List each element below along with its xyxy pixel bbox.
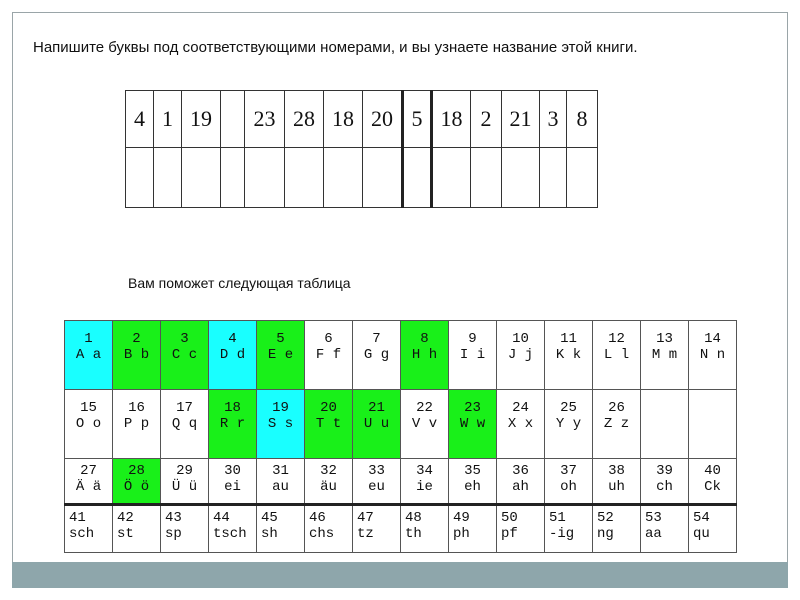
alphabet-cell-number: 1: [84, 331, 93, 347]
alphabet-cell-letters: äu: [320, 479, 337, 495]
alphabet-cell-letters: uh: [608, 479, 625, 495]
alphabet-cell-number: 18: [224, 400, 241, 416]
alphabet-cell: [65, 390, 113, 459]
alphabet-cell-letters: M m: [651, 347, 678, 363]
alphabet-cell-number: 48: [405, 510, 422, 526]
alphabet-cell-letters: Ü ü: [171, 479, 198, 495]
alphabet-cell-letters: G g: [363, 347, 390, 363]
alphabet-cell: [161, 505, 209, 553]
alphabet-cell-letters: au: [272, 479, 289, 495]
alphabet-cell-letters: W w: [459, 416, 486, 432]
alphabet-cell-number: 45: [261, 510, 278, 526]
alphabet-cell-letters: H h: [411, 347, 438, 363]
alphabet-cell-number: 4: [228, 331, 237, 347]
alphabet-cell-number: 54: [693, 510, 710, 526]
puzzle-number-cell: 3: [540, 91, 567, 148]
alphabet-cell: [545, 321, 593, 390]
alphabet-cell-letters: Y y: [555, 416, 582, 432]
alphabet-cell: [449, 390, 497, 459]
alphabet-cell: [593, 321, 641, 390]
alphabet-cell-number: 53: [645, 510, 662, 526]
alphabet-cell-letters: P p: [123, 416, 150, 432]
alphabet-row: [65, 390, 737, 459]
alphabet-cell-number: 43: [165, 510, 182, 526]
puzzle-answer-cell[interactable]: [221, 148, 245, 208]
alphabet-cell: [113, 321, 161, 390]
alphabet-cell: [305, 321, 353, 390]
puzzle-answer-cell[interactable]: [182, 148, 221, 208]
alphabet-cell-letters: V v: [411, 416, 438, 432]
alphabet-cell-number: 17: [176, 400, 193, 416]
alphabet-cell-letters: sh: [261, 526, 278, 542]
helper-text: Вам поможет следующая таблица: [128, 275, 351, 291]
alphabet-cell-letters: A a: [75, 347, 102, 363]
alphabet-cell: [65, 321, 113, 390]
alphabet-cell-number: 24: [512, 400, 529, 416]
alphabet-cell: [161, 390, 209, 459]
alphabet-cell-number: 30: [224, 463, 241, 479]
alphabet-cell-letters: X x: [507, 416, 534, 432]
puzzle-number-cell: [221, 91, 245, 148]
alphabet-cell-number: 9: [468, 331, 477, 347]
puzzle-number-row: [126, 91, 598, 148]
footer-bar: [12, 562, 788, 588]
alphabet-cell-number: 33: [368, 463, 385, 479]
alphabet-cell-letters: S s: [267, 416, 294, 432]
puzzle-answer-cell[interactable]: [567, 148, 598, 208]
alphabet-cell: [257, 505, 305, 553]
alphabet-cell: [257, 459, 305, 505]
alphabet-cell-letters: E e: [267, 347, 294, 363]
alphabet-cell-number: 16: [128, 400, 145, 416]
alphabet-cell-number: 27: [80, 463, 97, 479]
alphabet-cell: [689, 390, 737, 459]
alphabet-cell: [209, 321, 257, 390]
alphabet-cell: [401, 390, 449, 459]
alphabet-cell-number: 38: [608, 463, 625, 479]
alphabet-cell-number: 52: [597, 510, 614, 526]
alphabet-cell-letters: tsch: [213, 526, 247, 542]
alphabet-cell: [257, 390, 305, 459]
alphabet-cell: [449, 321, 497, 390]
alphabet-cell: [593, 459, 641, 505]
alphabet-cell-number: 6: [324, 331, 333, 347]
alphabet-table: [64, 320, 737, 553]
alphabet-cell-number: [641, 390, 688, 400]
alphabet-cell-number: 20: [320, 400, 337, 416]
alphabet-cell-letters: F f: [315, 347, 342, 363]
alphabet-cell-number: 2: [132, 331, 141, 347]
alphabet-cell: [689, 459, 737, 505]
alphabet-cell: [641, 390, 689, 459]
puzzle-number-cell: 8: [567, 91, 598, 148]
alphabet-cell-letters: C c: [171, 347, 198, 363]
alphabet-cell: [545, 459, 593, 505]
alphabet-cell-number: 21: [368, 400, 385, 416]
alphabet-cell-number: 35: [464, 463, 481, 479]
instruction-text: Напишите буквы под соответствующими номерами, и вы узнаете название этой книги.: [33, 39, 638, 56]
alphabet-cell-letters: O o: [75, 416, 102, 432]
alphabet-cell-letters: pf: [501, 526, 518, 542]
alphabet-cell-letters: oh: [560, 479, 577, 495]
alphabet-cell-number: 40: [704, 463, 721, 479]
alphabet-cell-letters: ng: [597, 526, 614, 542]
alphabet-cell-number: 19: [272, 400, 289, 416]
alphabet-cell-number: 13: [656, 331, 673, 347]
alphabet-cell-number: 42: [117, 510, 134, 526]
alphabet-cell-number: 5: [276, 331, 285, 347]
alphabet-cell-number: 23: [464, 400, 481, 416]
alphabet-cell-number: 28: [128, 463, 145, 479]
alphabet-row: [65, 459, 737, 505]
puzzle-number-cell: 21: [502, 91, 540, 148]
puzzle-answer-cell[interactable]: [540, 148, 567, 208]
alphabet-cell: [689, 321, 737, 390]
alphabet-cell: [353, 390, 401, 459]
alphabet-cell-number: 8: [420, 331, 429, 347]
alphabet-cell-number: 12: [608, 331, 625, 347]
alphabet-cell: [401, 459, 449, 505]
alphabet-cell: [401, 505, 449, 553]
alphabet-cell-number: 41: [69, 510, 86, 526]
alphabet-cell: [353, 505, 401, 553]
alphabet-cell-letters: chs: [309, 526, 335, 542]
alphabet-cell: [209, 390, 257, 459]
alphabet-cell-letters: tz: [357, 526, 374, 542]
alphabet-cell-number: 44: [213, 510, 230, 526]
alphabet-cell-letters: eh: [464, 479, 481, 495]
alphabet-row: [65, 505, 737, 553]
alphabet-cell-number: 11: [560, 331, 577, 347]
puzzle-number-cell: 19: [182, 91, 221, 148]
alphabet-cell: [353, 321, 401, 390]
alphabet-cell-number: 25: [560, 400, 577, 416]
alphabet-cell-letters: I i: [459, 347, 486, 363]
alphabet-row: [65, 321, 737, 390]
alphabet-cell-number: 49: [453, 510, 470, 526]
puzzle-answer-cell[interactable]: [154, 148, 182, 208]
alphabet-cell-letters: eu: [368, 479, 385, 495]
puzzle-number-cell: 18: [324, 91, 363, 148]
alphabet-cell-letters: B b: [123, 347, 150, 363]
puzzle-number-cell: 28: [285, 91, 324, 148]
puzzle-number-cell: 23: [245, 91, 285, 148]
alphabet-cell-number: 3: [180, 331, 189, 347]
alphabet-cell-number: 51: [549, 510, 566, 526]
alphabet-cell: [209, 505, 257, 553]
alphabet-cell-number: 26: [608, 400, 625, 416]
alphabet-cell: [65, 459, 113, 505]
alphabet-cell-letters: sch: [69, 526, 95, 542]
alphabet-cell-letters: Ö ö: [123, 479, 150, 495]
alphabet-cell: [65, 505, 113, 553]
alphabet-cell: [497, 390, 545, 459]
alphabet-cell-number: 7: [372, 331, 381, 347]
alphabet-cell-letters: J j: [507, 347, 534, 363]
alphabet-cell: [593, 390, 641, 459]
alphabet-cell: [305, 505, 353, 553]
alphabet-cell: [161, 321, 209, 390]
alphabet-cell: [641, 321, 689, 390]
alphabet-cell-number: 46: [309, 510, 326, 526]
alphabet-cell-number: 22: [416, 400, 433, 416]
alphabet-cell-letters: ei: [224, 479, 241, 495]
alphabet-cell-letters: N n: [699, 347, 726, 363]
alphabet-cell: [161, 459, 209, 505]
alphabet-cell-letters: aa: [645, 526, 662, 542]
alphabet-cell-letters: ph: [453, 526, 470, 542]
puzzle-number-cell: 1: [154, 91, 182, 148]
puzzle-number-cell: 2: [471, 91, 502, 148]
alphabet-cell-letters: U u: [363, 416, 390, 432]
alphabet-cell-letters: -ig: [549, 526, 575, 542]
alphabet-cell: [113, 390, 161, 459]
alphabet-cell-letters: D d: [219, 347, 246, 363]
alphabet-cell-letters: T t: [315, 416, 342, 432]
alphabet-cell-letters: th: [405, 526, 422, 542]
alphabet-cell-letters: K k: [555, 347, 582, 363]
puzzle-table: [125, 90, 598, 208]
puzzle-answer-cell[interactable]: [502, 148, 540, 208]
alphabet-cell: [209, 459, 257, 505]
alphabet-cell-letters: L l: [603, 347, 630, 363]
puzzle-answer-cell[interactable]: [126, 148, 154, 208]
puzzle-answer-row: [126, 148, 598, 208]
alphabet-cell-number: 29: [176, 463, 193, 479]
alphabet-cell: [545, 505, 593, 553]
alphabet-cell-number: 32: [320, 463, 337, 479]
puzzle-number-cell: 18: [432, 91, 471, 148]
alphabet-cell: [449, 459, 497, 505]
alphabet-cell-number: 50: [501, 510, 518, 526]
alphabet-cell-letters: ie: [416, 479, 433, 495]
alphabet-cell: [497, 321, 545, 390]
puzzle-answer-cell[interactable]: [245, 148, 285, 208]
alphabet-cell-number: 39: [656, 463, 673, 479]
alphabet-cell: [305, 459, 353, 505]
alphabet-cell-number: 31: [272, 463, 289, 479]
alphabet-cell-letters: qu: [693, 526, 710, 542]
alphabet-cell-number: 15: [80, 400, 97, 416]
alphabet-cell-number: 14: [704, 331, 721, 347]
alphabet-cell-letters: Ck: [704, 479, 721, 495]
alphabet-cell-letters: Ä ä: [75, 479, 102, 495]
alphabet-cell-letters: sp: [165, 526, 182, 542]
puzzle-number-cell: 4: [126, 91, 154, 148]
alphabet-cell-number: 36: [512, 463, 529, 479]
puzzle-answer-cell[interactable]: [403, 148, 432, 208]
alphabet-cell-number: 10: [512, 331, 529, 347]
alphabet-cell: [113, 505, 161, 553]
alphabet-cell-number: 34: [416, 463, 433, 479]
alphabet-cell: [497, 459, 545, 505]
alphabet-cell: [449, 505, 497, 553]
alphabet-cell-number: 47: [357, 510, 374, 526]
alphabet-cell-letters: ch: [656, 479, 673, 495]
puzzle-answer-cell[interactable]: [432, 148, 471, 208]
puzzle-number-cell: 20: [363, 91, 403, 148]
alphabet-cell: [593, 505, 641, 553]
puzzle-number-cell: 5: [403, 91, 432, 148]
alphabet-cell: [305, 390, 353, 459]
puzzle-answer-cell[interactable]: [363, 148, 403, 208]
alphabet-cell: [689, 505, 737, 553]
alphabet-cell-letters: ah: [512, 479, 529, 495]
puzzle-answer-cell[interactable]: [285, 148, 324, 208]
alphabet-cell-number: [689, 390, 736, 400]
alphabet-cell: [497, 505, 545, 553]
alphabet-cell: [545, 390, 593, 459]
alphabet-cell: [641, 505, 689, 553]
alphabet-cell-letters: st: [117, 526, 134, 542]
alphabet-cell: [401, 321, 449, 390]
alphabet-cell-letters: R r: [219, 416, 246, 432]
alphabet-cell: [257, 321, 305, 390]
alphabet-cell: [113, 459, 161, 505]
puzzle-answer-cell[interactable]: [471, 148, 502, 208]
alphabet-cell-number: 37: [560, 463, 577, 479]
alphabet-cell-letters: Q q: [171, 416, 198, 432]
puzzle-answer-cell[interactable]: [324, 148, 363, 208]
alphabet-cell-letters: Z z: [603, 416, 630, 432]
alphabet-cell: [353, 459, 401, 505]
alphabet-cell: [641, 459, 689, 505]
